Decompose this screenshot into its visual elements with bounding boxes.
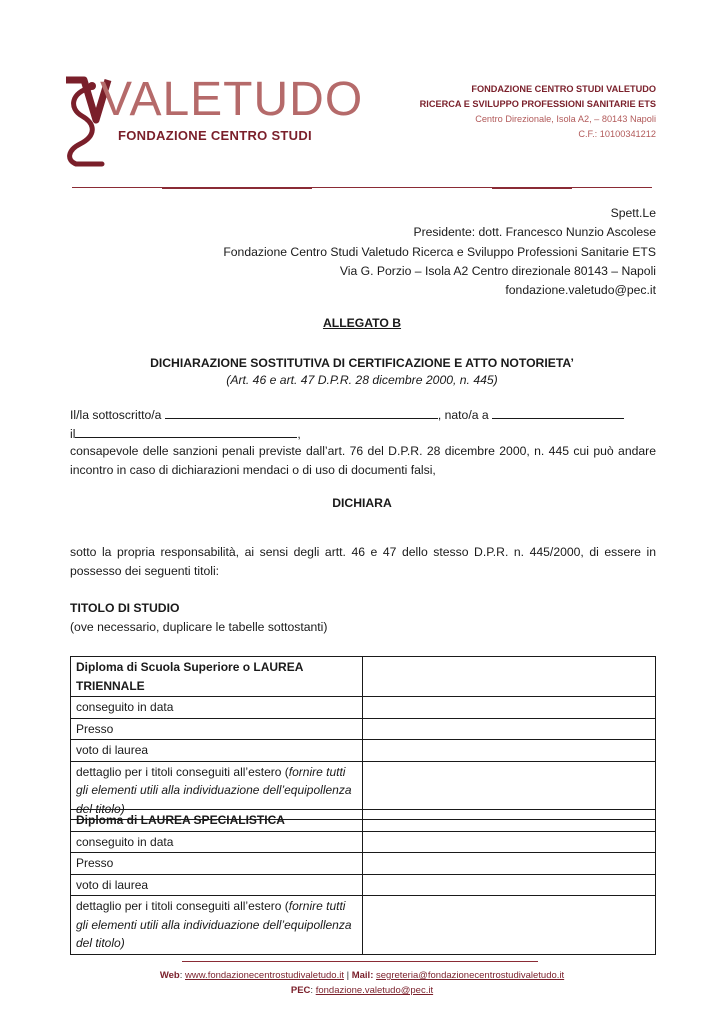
- sottoscritto-label: Il/la sottoscritto/a: [70, 408, 162, 422]
- org-name-line: FONDAZIONE CENTRO STUDI VALETUDO: [471, 84, 656, 94]
- dichiara-heading: DICHIARA: [332, 496, 392, 510]
- table-label-cell: voto di laurea: [71, 740, 363, 762]
- table-input-cell[interactable]: [363, 657, 656, 697]
- web-label: Web: [159, 970, 180, 981]
- address-line: Via G. Porzio – Isola A2 Centro direzionale 80143 – Napoli: [339, 263, 656, 278]
- table-row: [71, 718, 656, 740]
- consapevole-paragraph: consapevole delle sanzioni penali previste dall’art. 76 del D.P.R. 28 dicembre 2000, n. 445 cui può andare incontro in caso di dichiarazioni mendaci o di uso di documenti falsi,: [70, 444, 656, 477]
- footer-contacts-line: Web: www.fondazionecentrostudivaletudo.it | Mail: segreteria@fondazionecentrostudivaletudo.it: [159, 970, 565, 981]
- org-address-line: Centro Direzionale, Isola A2, – 80143 Napoli: [475, 114, 656, 124]
- titolo-studio-heading: TITOLO DI STUDIO: [70, 601, 180, 615]
- table-row: [71, 740, 656, 762]
- table-label-cell: Presso: [71, 718, 363, 740]
- table-label-cell: [71, 896, 363, 955]
- table-row: [71, 853, 656, 875]
- table-input-cell[interactable]: [363, 874, 656, 896]
- declaration-title: DICHIARAZIONE SOSTITUTIVA DI CERTIFICAZIONE E ATTO NOTORIETA’: [150, 356, 574, 370]
- table-input-cell[interactable]: [363, 831, 656, 853]
- detail-italic-text: fornire tutti gli elementi utili alla individuazione dell’equipollenza del titolo): [76, 764, 352, 816]
- declaration-reference: (Art. 46 e art. 47 D.P.R. 28 dicembre 2000, n. 445): [226, 373, 498, 387]
- table-header-cell: Diploma di LAUREA SPECIALISTICA: [71, 810, 363, 832]
- table-label-cell: voto di laurea: [71, 874, 363, 896]
- pec-link[interactable]: fondazione.valetudo@pec.it: [315, 985, 434, 996]
- laurea-specialistica-table: [70, 809, 656, 955]
- footer-separator: |: [343, 970, 352, 981]
- birthdate-row: [70, 424, 301, 441]
- table-input-cell[interactable]: [363, 740, 656, 762]
- website-link[interactable]: www.fondazionecentrostudivaletudo.it: [185, 970, 344, 981]
- table-input-cell[interactable]: [363, 896, 656, 955]
- table-row: [71, 697, 656, 719]
- titolo-studio-note: (ove necessario, duplicare le tabelle sottostanti): [70, 620, 328, 634]
- name-blank-field[interactable]: [165, 405, 438, 419]
- detail-italic-text: fornire tutti gli elementi utili alla individuazione dell’equipollenza del titolo): [76, 899, 352, 950]
- address-line: Presidente: dott. Francesco Nunzio Ascolese: [413, 225, 656, 240]
- address-line: Spett.Le: [610, 206, 656, 220]
- detail-plain-text: dettaglio per i titoli conseguiti all’estero (: [76, 899, 289, 913]
- table-input-cell[interactable]: [363, 810, 656, 832]
- footer-pec-line: PEC: fondazione.valetudo@pec.it: [290, 985, 434, 996]
- sottoscritto-row: [70, 405, 624, 422]
- table-input-cell[interactable]: [363, 697, 656, 719]
- diploma-triennale-table: [70, 656, 656, 820]
- il-label: il: [70, 427, 76, 441]
- nato-label: , nato/a a: [437, 408, 489, 422]
- address-line: fondazione.valetudo@pec.it: [505, 283, 656, 298]
- detail-plain-text: dettaglio per i titoli conseguiti all’estero (: [76, 764, 289, 779]
- valetudo-logo: [62, 70, 364, 170]
- table-row: [71, 874, 656, 896]
- org-subname-line: RICERCA E SVILUPPO PROFESSIONI SANITARIE ETS: [419, 99, 656, 109]
- table-label-cell: conseguito in data: [71, 831, 363, 853]
- birthdate-blank-field[interactable]: [75, 424, 297, 438]
- footer-divider: [182, 961, 538, 962]
- table-label-cell: conseguito in data: [71, 697, 363, 719]
- organization-info: [420, 82, 656, 142]
- table-input-cell[interactable]: [363, 853, 656, 875]
- table-label-cell: Presso: [71, 853, 363, 875]
- org-tax-code: C.F.: 10100341212: [578, 129, 656, 139]
- recipient-address: [223, 204, 656, 300]
- table-row: [71, 896, 656, 955]
- address-line: Fondazione Centro Studi Valetudo Ricerca e Sviluppo Professioni Sanitarie ETS: [223, 244, 656, 259]
- email-link[interactable]: segreteria@fondazionecentrostudivaletudo.it: [376, 970, 565, 981]
- table-header-cell: Diploma di Scuola Superiore o LAUREA TRIENNALE: [71, 657, 363, 697]
- pec-label: PEC: [290, 985, 311, 996]
- mail-label: Mail:: [351, 970, 374, 981]
- allegato-heading: ALLEGATO B: [322, 316, 402, 330]
- table-row: [71, 831, 656, 853]
- logo-wordmark: VALETUDO: [100, 73, 364, 126]
- table-input-cell[interactable]: [363, 718, 656, 740]
- responsabilita-paragraph: sotto la propria responsabilità, ai sensi degli artt. 46 e 47 dello stesso D.P.R. n. 445/2000, di essere in possesso dei seguenti titoli:: [70, 545, 656, 578]
- table-row: [71, 657, 656, 697]
- logo-subtitle: FONDAZIONE CENTRO STUDI: [118, 128, 312, 143]
- il-tail: ,: [297, 427, 301, 441]
- birthplace-blank-field[interactable]: [492, 405, 624, 419]
- header-divider: [72, 187, 652, 188]
- table-row: [71, 810, 656, 832]
